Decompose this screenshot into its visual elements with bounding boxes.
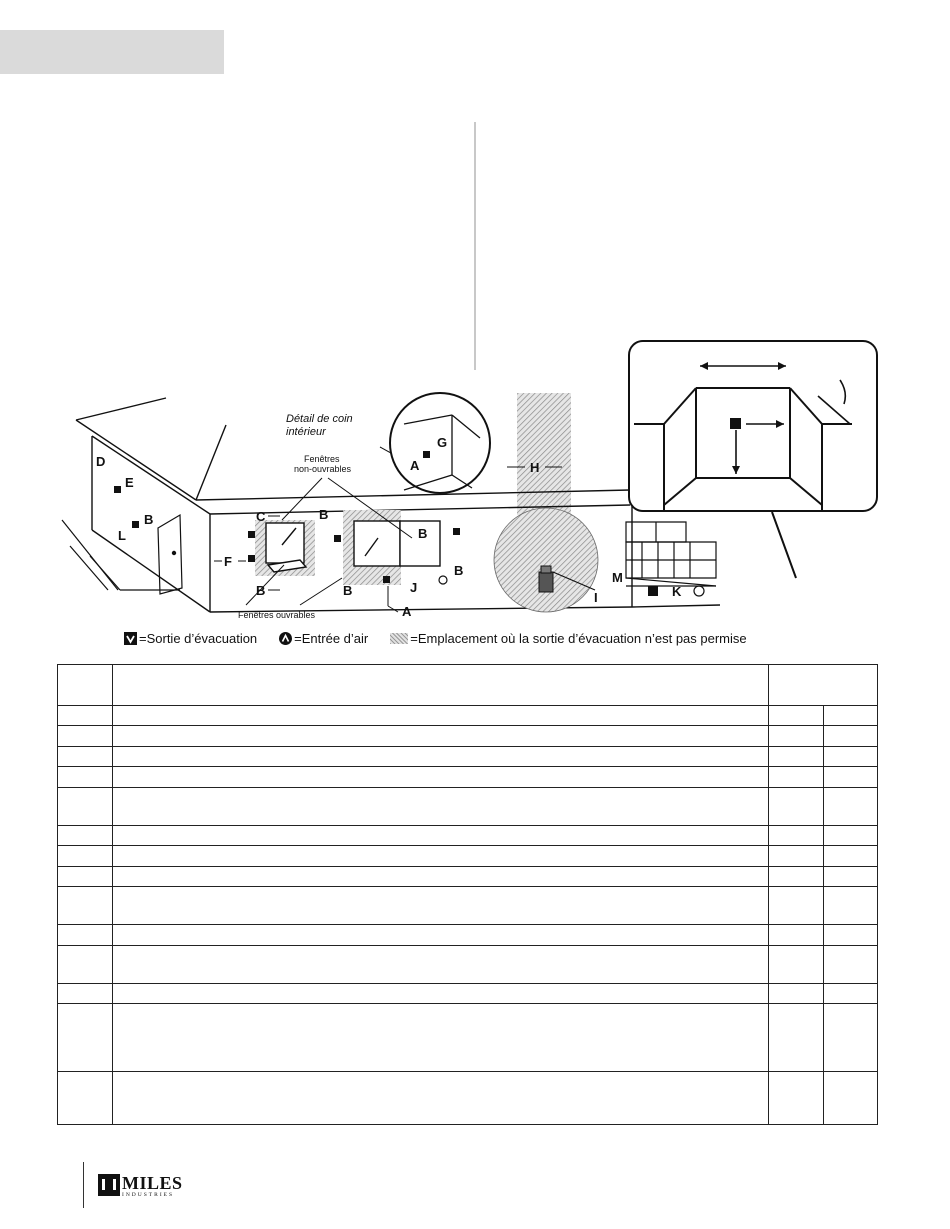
table-header-cell bbox=[113, 665, 769, 706]
table-cell bbox=[58, 887, 113, 925]
label-a1: A bbox=[402, 604, 412, 619]
table-cell bbox=[58, 747, 113, 767]
table-cell bbox=[824, 925, 878, 946]
table-cell bbox=[113, 867, 769, 887]
label-b5: B bbox=[418, 526, 428, 541]
table-cell bbox=[113, 767, 769, 788]
table-cell bbox=[824, 887, 878, 925]
table-cell bbox=[769, 1072, 824, 1125]
table-cell bbox=[824, 1072, 878, 1125]
fixed-windows-line2: non-ouvrables bbox=[294, 464, 352, 474]
table-cell bbox=[113, 887, 769, 925]
label-b4: B bbox=[343, 583, 353, 598]
label-e: E bbox=[125, 475, 134, 490]
table-cell bbox=[769, 925, 824, 946]
section-tab bbox=[0, 30, 224, 74]
table-row bbox=[58, 767, 878, 788]
label-a2: A bbox=[410, 458, 420, 473]
table-row bbox=[58, 788, 878, 826]
label-b3: B bbox=[319, 507, 329, 522]
table-header-cell bbox=[769, 665, 878, 706]
table-cell bbox=[113, 984, 769, 1004]
corner-detail-line1: Détail de coin bbox=[286, 413, 353, 425]
h-zone-hatch bbox=[517, 393, 571, 515]
table-cell bbox=[824, 788, 878, 826]
table-cell bbox=[58, 788, 113, 826]
meter-icon bbox=[539, 572, 553, 592]
table-cell bbox=[58, 1072, 113, 1125]
miles-logo-icon bbox=[98, 1174, 120, 1196]
table-cell bbox=[113, 706, 769, 726]
corner-detail-line2: intérieur bbox=[286, 426, 326, 438]
diagram-legend bbox=[124, 628, 804, 648]
table-row bbox=[58, 846, 878, 867]
table-cell bbox=[769, 1004, 824, 1072]
fixed-windows-line1: Fenêtres bbox=[304, 454, 340, 464]
label-c: C bbox=[256, 509, 266, 524]
table-cell bbox=[113, 925, 769, 946]
table-row bbox=[58, 1072, 878, 1125]
label-k: K bbox=[672, 584, 682, 599]
table-cell bbox=[769, 867, 824, 887]
table-cell bbox=[58, 867, 113, 887]
table-cell bbox=[769, 706, 824, 726]
table-cell bbox=[769, 826, 824, 846]
table-cell bbox=[58, 826, 113, 846]
label-m: M bbox=[612, 570, 623, 585]
footer-rule bbox=[83, 1162, 84, 1208]
table-cell bbox=[824, 846, 878, 867]
legend-hatch-text: =Emplacement où la sortie d’évacuation n’est pas permise bbox=[410, 630, 747, 646]
table-cell bbox=[58, 1004, 113, 1072]
clearance-table bbox=[57, 664, 878, 1125]
table-row bbox=[58, 826, 878, 846]
table-cell bbox=[769, 788, 824, 826]
label-f: F bbox=[224, 554, 232, 569]
table-cell bbox=[58, 706, 113, 726]
table-row bbox=[58, 887, 878, 925]
label-d: D bbox=[96, 454, 106, 469]
table-cell bbox=[58, 946, 113, 984]
table-cell bbox=[824, 867, 878, 887]
table-cell bbox=[824, 706, 878, 726]
table-cell bbox=[824, 946, 878, 984]
air-supply-icon bbox=[279, 632, 292, 645]
table-header-row bbox=[58, 665, 878, 706]
legend-vent-text: =Sortie d’évacuation bbox=[139, 630, 258, 646]
legend-not-permitted bbox=[390, 631, 746, 646]
table-row bbox=[58, 726, 878, 747]
legend-air-supply bbox=[279, 631, 368, 646]
clearance-table-body bbox=[58, 665, 878, 1125]
table-cell bbox=[824, 767, 878, 788]
brand-name: MILES bbox=[122, 1173, 183, 1193]
table-cell bbox=[824, 747, 878, 767]
table-row bbox=[58, 984, 878, 1004]
table-cell bbox=[824, 984, 878, 1004]
table-cell bbox=[113, 1004, 769, 1072]
opening-windows-label: Fenêtres ouvrables bbox=[238, 610, 316, 620]
miles-logo bbox=[98, 1174, 183, 1199]
table-row bbox=[58, 706, 878, 726]
label-h: H bbox=[530, 460, 540, 475]
table-cell bbox=[824, 726, 878, 747]
table-cell bbox=[113, 747, 769, 767]
table-row bbox=[58, 946, 878, 984]
table-row bbox=[58, 747, 878, 767]
label-b2: B bbox=[256, 583, 266, 598]
table-cell bbox=[113, 726, 769, 747]
table-cell bbox=[58, 726, 113, 747]
table-cell bbox=[769, 984, 824, 1004]
label-l: L bbox=[118, 528, 126, 543]
table-cell bbox=[113, 1072, 769, 1125]
table-cell bbox=[769, 747, 824, 767]
table-cell bbox=[113, 788, 769, 826]
table-cell bbox=[58, 767, 113, 788]
hatch-swatch-icon bbox=[390, 633, 408, 644]
table-row bbox=[58, 867, 878, 887]
legend-air-text: =Entrée d’air bbox=[294, 630, 369, 646]
table-cell bbox=[58, 846, 113, 867]
label-b1: B bbox=[144, 512, 154, 527]
label-j: J bbox=[410, 580, 418, 595]
brand-sub: INDUSTRIES bbox=[122, 1192, 175, 1198]
table-cell bbox=[113, 826, 769, 846]
table-cell bbox=[769, 767, 824, 788]
table-cell bbox=[824, 826, 878, 846]
legend-vent-terminal bbox=[124, 631, 257, 646]
table-cell bbox=[113, 946, 769, 984]
table-row bbox=[58, 1004, 878, 1072]
table-cell bbox=[113, 846, 769, 867]
label-i: I bbox=[594, 590, 598, 605]
label-b6: B bbox=[454, 563, 464, 578]
table-cell bbox=[769, 946, 824, 984]
table-header-cell bbox=[58, 665, 113, 706]
table-cell bbox=[769, 726, 824, 747]
deck bbox=[626, 522, 716, 586]
vent-clearance-diagram bbox=[0, 330, 950, 660]
table-row bbox=[58, 925, 878, 946]
label-g: G bbox=[437, 435, 448, 450]
table-cell bbox=[769, 887, 824, 925]
table-cell bbox=[58, 984, 113, 1004]
door bbox=[158, 515, 182, 594]
table-cell bbox=[58, 925, 113, 946]
table-cell bbox=[769, 846, 824, 867]
meter-zone bbox=[494, 508, 598, 612]
vent-terminal-icon bbox=[124, 632, 137, 645]
table-cell bbox=[824, 1004, 878, 1072]
